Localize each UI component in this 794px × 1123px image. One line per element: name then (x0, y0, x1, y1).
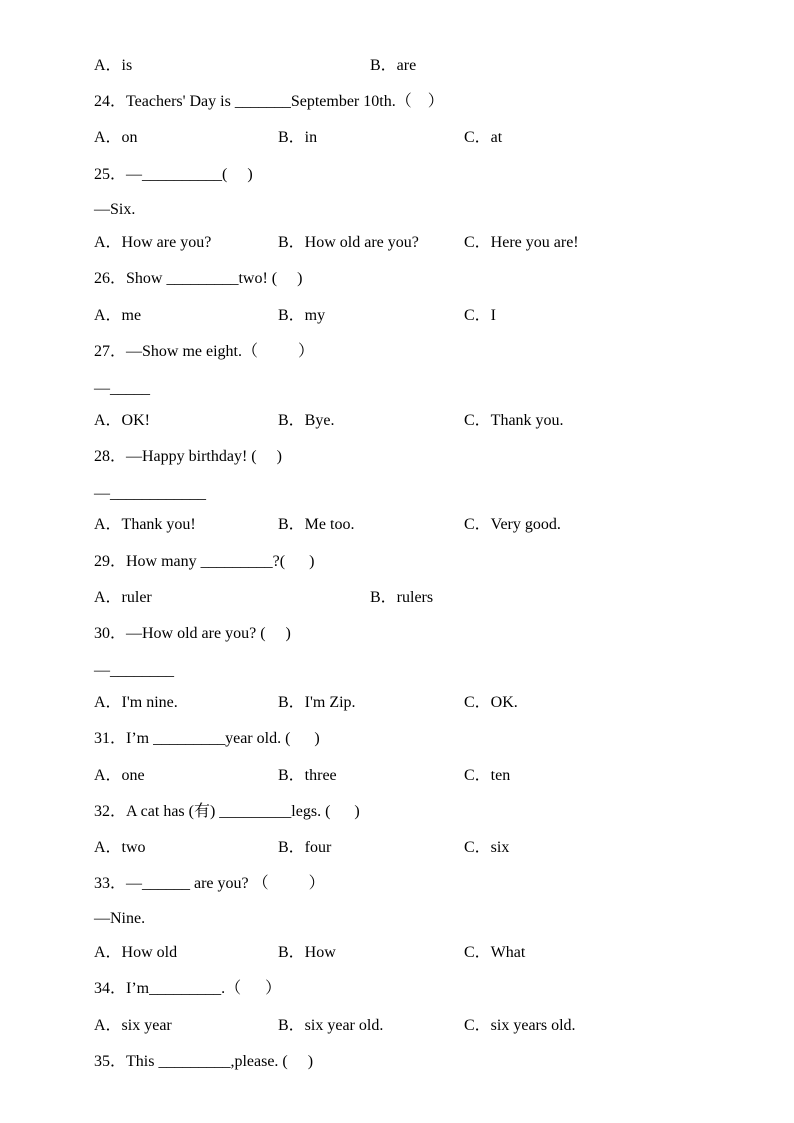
option-c: C．What (464, 944, 526, 961)
option-b: B．four (278, 839, 332, 856)
option-c: C．I (464, 307, 497, 324)
option-a: A．Thank you! (94, 516, 196, 533)
question-line: 29．How many _________?( ) (94, 553, 315, 570)
question-line: 32．A cat has (有) _________legs. ( ) (94, 803, 360, 820)
option-a: A．How old (94, 944, 178, 961)
option-b: B．three (278, 767, 337, 784)
option-c: C．six (464, 839, 510, 856)
question-line: 28．—Happy birthday! ( ) (94, 448, 282, 465)
option-b: B．Me too. (278, 516, 355, 533)
question-line: —_____ (94, 380, 150, 397)
option-a: A．one (94, 767, 145, 784)
option-a: A．two (94, 839, 146, 856)
option-a: A．six year (94, 1017, 172, 1034)
option-a: A．on (94, 129, 138, 146)
option-c: C．OK. (464, 694, 518, 711)
option-c: C．Thank you. (464, 412, 564, 429)
question-line: 33．—______ are you? （ ） (94, 875, 325, 892)
option-b: B．six year old. (278, 1017, 384, 1034)
option-b: B．I'm Zip. (278, 694, 356, 711)
option-b: B．are (370, 57, 417, 74)
option-a: A．me (94, 307, 142, 324)
option-a: A．ruler (94, 589, 152, 606)
option-c: C．Very good. (464, 516, 561, 533)
question-line: 27．—Show me eight.（ ） (94, 343, 314, 360)
option-c: C．six years old. (464, 1017, 576, 1034)
question-line: —Six. (94, 201, 136, 218)
question-line: —Nine. (94, 910, 146, 927)
question-line: 35．This _________,please. ( ) (94, 1053, 314, 1070)
option-b: B．rulers (370, 589, 434, 606)
question-line: 25．—__________( ) (94, 166, 253, 183)
option-c: C．ten (464, 767, 511, 784)
question-line: —____________ (94, 485, 206, 502)
question-line: 34．I’m_________.（ ） (94, 980, 282, 997)
question-line: 24．Teachers' Day is _______September 10th.（ ） (94, 93, 444, 110)
option-b: B．How (278, 944, 336, 961)
option-a: A．I'm nine. (94, 694, 178, 711)
option-a: A．How are you? (94, 234, 212, 251)
option-c: C．Here you are! (464, 234, 579, 251)
question-line: —________ (94, 662, 174, 679)
question-line: 30．—How old are you? ( ) (94, 625, 291, 642)
option-b: B．How old are you? (278, 234, 419, 251)
option-a: A．is (94, 57, 133, 74)
question-line: 31．I’m _________year old. ( ) (94, 730, 320, 747)
option-b: B．Bye. (278, 412, 335, 429)
option-b: B．my (278, 307, 326, 324)
option-b: B．in (278, 129, 318, 146)
option-a: A．OK! (94, 412, 150, 429)
option-c: C．at (464, 129, 503, 146)
question-line: 26．Show _________two! ( ) (94, 270, 303, 287)
